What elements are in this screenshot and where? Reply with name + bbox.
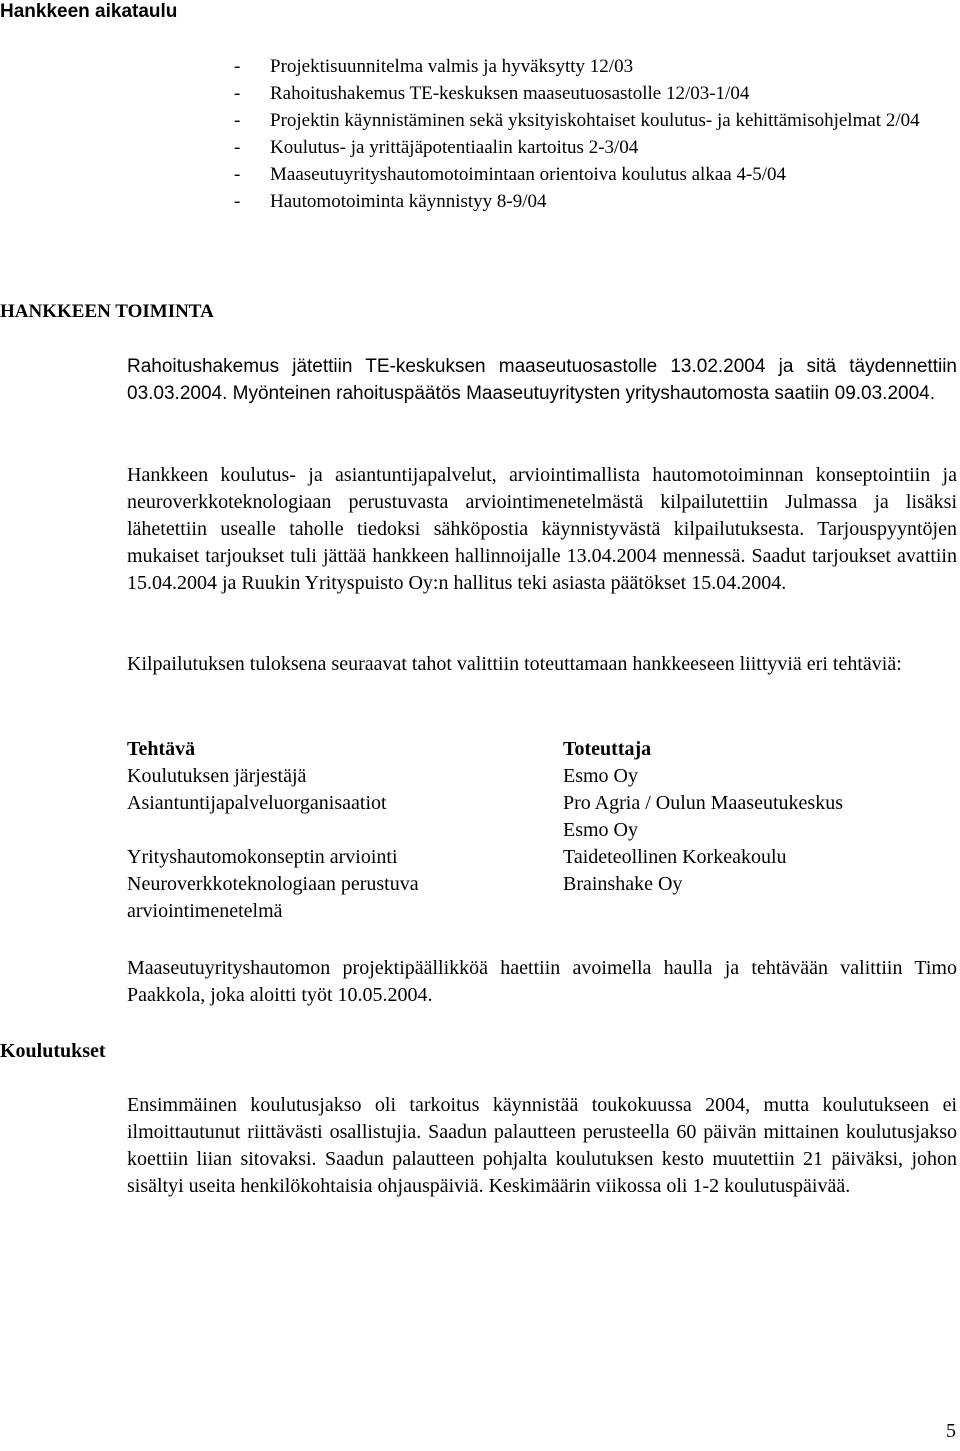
list-bullet: - xyxy=(234,191,241,212)
funding-paragraph: Rahoitushakemus jätettiin TE-keskuksen maaseutuosastolle 13.02.2004 ja sitä täydennettiin 03.03.2004. Myönteinen rahoituspäätös Maaseutuyritysten yrityshautomosta saatiin 09.03.2004. xyxy=(127,356,957,404)
task-cell: Yrityshautomokonseptin arviointi xyxy=(127,846,398,868)
schedule-item xyxy=(234,53,934,80)
schedule-heading: Hankkeen aikataulu xyxy=(0,1,178,22)
result-paragraph: Kilpailutuksen tuloksena seuraavat tahot valittiin toteuttamaan hankkeeseen liittyviä eri tehtäviä: xyxy=(127,653,902,675)
task-cell: Asiantuntijapalveluorganisaatiot xyxy=(127,792,387,814)
tender-paragraph: Hankkeen koulutus- ja asiantuntijapalvelut, arviointimallista hautomotoiminnan konseptointiin ja neuroverkkoteknologiaan perustuvasta arviointimenetelmästä kilpailutettiin Julmassa ja lisäksi lähetettiin usealle taholle tiedoksi sähköpostia käynnistyvästä kilpailutuksesta. Tarjouspyyntöjen mukaiset tarjoukset tuli jättää hankkeen hallinnoijalle 13.04.2004 mennessä. Saadut tarjoukset avattiin 15.04.2004 ja Ruukin Yrityspuisto Oy:n hallitus teki asiasta päätökset 15.04.2004. xyxy=(127,464,957,594)
schedule-item-text: Koulutus- ja yrittäjäpotentiaalin kartoitus 2-3/04 xyxy=(270,137,639,158)
manager-paragraph: Maaseutuyrityshautomon projektipäällikköä haettiin avoimella haulla ja tehtävään valittiin Timo Paakkola, joka aloitti työt 10.05.2004. xyxy=(127,957,957,1006)
activity-heading: HANKKEEN TOIMINTA xyxy=(0,301,214,322)
page-number: 5 xyxy=(946,1420,956,1442)
schedule-item-text: Maaseutuyrityshautomotoimintaan orientoiva koulutus alkaa 4-5/04 xyxy=(270,164,787,185)
schedule-item xyxy=(234,107,934,134)
list-bullet: - xyxy=(234,137,241,158)
schedule-item-text: Rahoitushakemus TE-keskuksen maaseutuosastolle 12/03-1/04 xyxy=(270,83,750,104)
provider-cell: Esmo Oy xyxy=(563,819,638,841)
schedule-item-text: Projektin käynnistäminen sekä yksityiskohtaiset koulutus- ja kehittämisohjelmat 2/04 xyxy=(270,110,920,131)
provider-cell: Esmo Oy xyxy=(563,765,638,787)
schedule-item xyxy=(234,80,934,107)
schedule-item-text: Projektisuunnitelma valmis ja hyväksytty 12/03 xyxy=(270,56,634,77)
provider-cell: Pro Agria / Oulun Maaseutukeskus xyxy=(563,792,843,814)
training-paragraph: Ensimmäinen koulutusjakso oli tarkoitus käynnistää toukokuussa 2004, mutta koulutukseen ei ilmoittautunut riittävästi osallistujia. Saadun palautteen perusteella 60 päivän mittainen koulutusjakso koettiin liian sitovaksi. Saadun palautteen pohjalta koulutuksen kesto muutettiin 21 päiväksi, johon sisältyi useita henkilökohtaisia ohjauspäiviä. Keskimäärin viikossa oli 1-2 koulutuspäivää. xyxy=(127,1094,957,1197)
task-cell: Koulutuksen järjestäjä xyxy=(127,765,307,787)
list-bullet: - xyxy=(234,164,241,185)
schedule-item xyxy=(234,188,934,215)
schedule-item xyxy=(234,134,934,161)
list-bullet: - xyxy=(234,83,241,104)
schedule-list xyxy=(234,53,934,215)
provider-column-header: Toteuttaja xyxy=(563,738,652,760)
schedule-item xyxy=(234,161,934,188)
provider-cell: Taideteollinen Korkeakoulu xyxy=(563,846,787,868)
provider-cell: Brainshake Oy xyxy=(563,873,683,895)
list-bullet: - xyxy=(234,110,241,131)
task-column-header: Tehtävä xyxy=(127,738,196,760)
schedule-item-text: Hautomotoiminta käynnistyy 8-9/04 xyxy=(270,191,547,212)
task-cell: Neuroverkkoteknologiaan perustuva arviointimenetelmä xyxy=(127,873,419,922)
training-heading: Koulutukset xyxy=(0,1040,106,1062)
list-bullet: - xyxy=(234,56,241,77)
